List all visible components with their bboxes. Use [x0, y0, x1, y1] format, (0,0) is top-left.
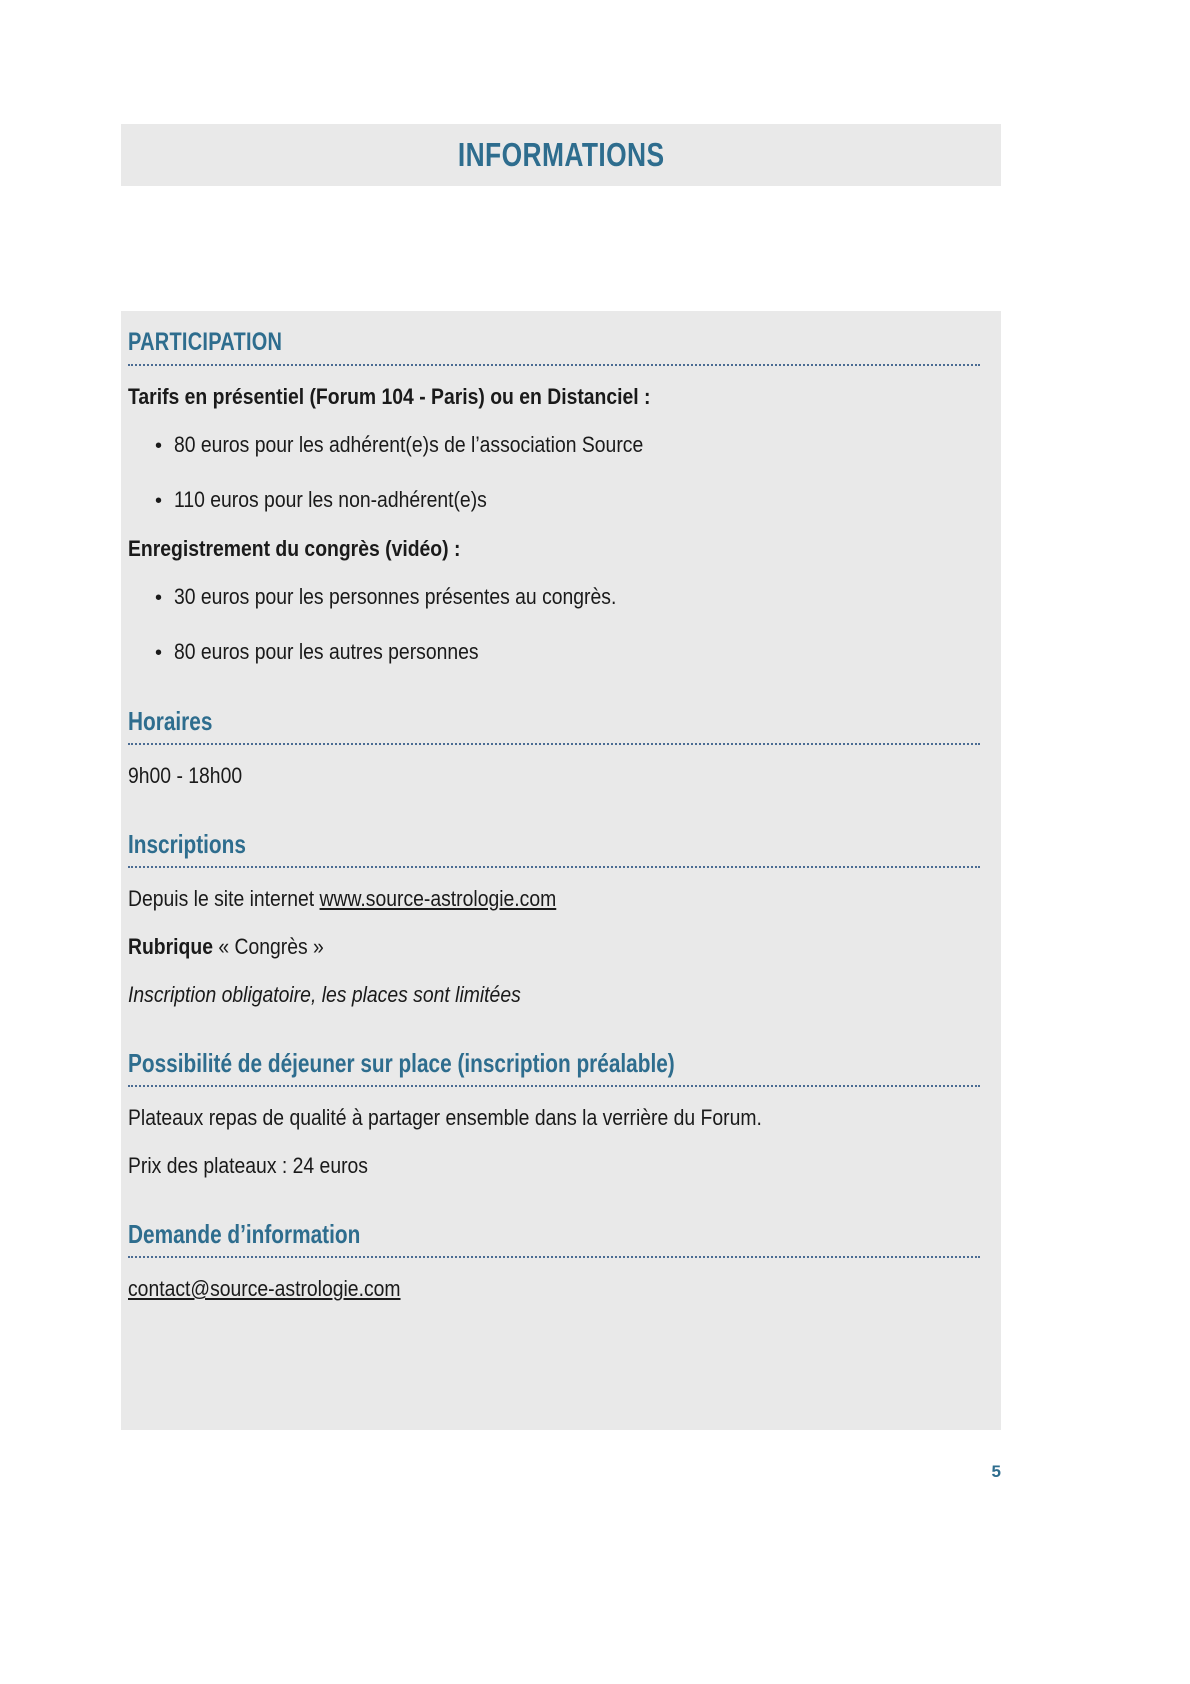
list-item — [128, 487, 988, 514]
dejeuner-description: Plateaux repas de qualité à partager ensemble dans la verrière du Forum. — [128, 1105, 762, 1130]
list-item — [128, 639, 988, 666]
section-heading-inscriptions: Inscriptions — [128, 829, 246, 859]
inscriptions-website-prefix: Depuis le site internet — [128, 886, 320, 911]
section-heading-horaires: Horaires — [128, 706, 213, 736]
section-inscriptions — [128, 829, 988, 1008]
contact-email-line — [128, 1276, 983, 1302]
rubrique-label: Rubrique — [128, 934, 213, 959]
website-link[interactable]: www.source-astrologie.com — [319, 886, 557, 911]
section-heading-dejeuner: Possibilité de déjeuner sur place (inscription préalable) — [128, 1048, 675, 1078]
participation-tarifs-label: Tarifs en présentiel (Forum 104 - Paris) ou en Distanciel : — [128, 384, 651, 409]
list-item-label: 110 euros pour les non-adhérent(e)s — [174, 487, 487, 512]
inscriptions-rubrique-line — [128, 934, 983, 960]
page-title-banner — [121, 124, 1001, 186]
bullet-icon: • — [154, 642, 162, 664]
list-item-label: 80 euros pour les autres personnes — [174, 639, 479, 664]
horaires-value: 9h00 - 18h00 — [128, 763, 243, 788]
section-participation — [128, 327, 988, 666]
information-panel — [121, 311, 1001, 1430]
participation-enregistrement-label: Enregistrement du congrès (vidéo) : — [128, 536, 461, 561]
list-item-label: 30 euros pour les personnes présentes au congrès. — [174, 584, 617, 609]
section-horaires — [128, 706, 988, 789]
section-demande-information — [128, 1219, 988, 1302]
section-heading-participation: PARTICIPATION — [128, 328, 283, 356]
inscriptions-note: Inscription obligatoire, les places sont limitées — [128, 982, 521, 1007]
bullet-icon: • — [154, 435, 162, 457]
page-title: INFORMATIONS — [457, 136, 665, 173]
bullet-icon: • — [154, 490, 162, 512]
section-heading-demande-information: Demande d’information — [128, 1219, 361, 1249]
page-number: 5 — [991, 1462, 1001, 1481]
inscriptions-website-line — [128, 886, 983, 912]
list-item — [128, 584, 988, 611]
list-item-label: 80 euros pour les adhérent(e)s de l’association Source — [174, 432, 644, 457]
bullet-icon: • — [154, 587, 162, 609]
email-link[interactable]: contact@source-astrologie.com — [128, 1276, 401, 1301]
rubrique-value: « Congrès » — [212, 934, 324, 959]
list-item — [128, 432, 988, 459]
dejeuner-price: Prix des plateaux : 24 euros — [128, 1153, 368, 1178]
section-dejeuner — [128, 1048, 988, 1179]
